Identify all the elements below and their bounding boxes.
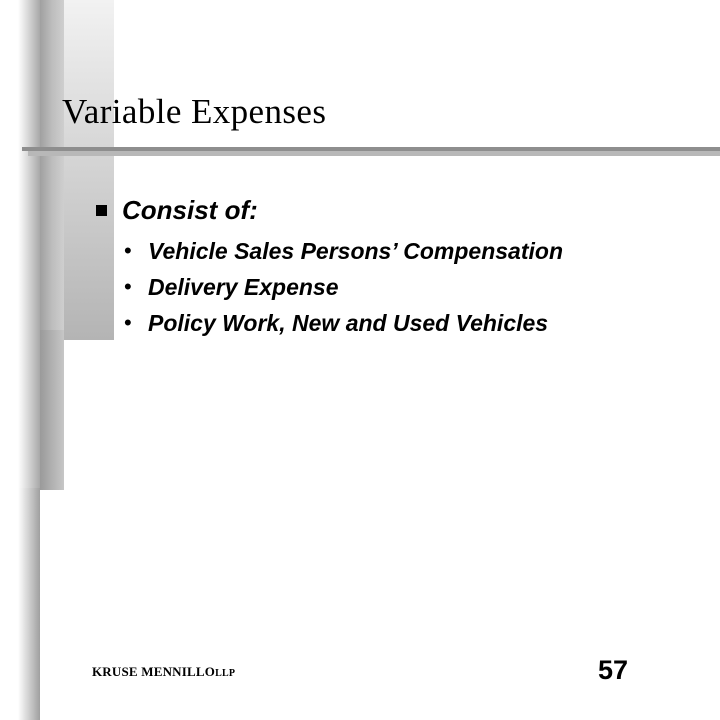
decorative-left-bar-outer-lower [18,488,40,720]
page-number: 57 [598,655,629,685]
bullet-level1 [96,196,696,226]
footer-firm-name [92,664,235,680]
list-item-label: Vehicle Sales Persons’ Compensation [148,237,563,264]
title-divider [22,147,720,157]
list-item-label: Policy Work, New and Used Vehicles [148,309,549,336]
slide-title: Variable Expenses [62,92,327,131]
dot-bullet-icon: • [124,273,132,299]
dot-bullet-icon: • [124,309,132,335]
bullet-level2-list [124,236,696,339]
decorative-left-bar-middle-lower [40,330,64,490]
slide-body [96,196,696,344]
list-item [124,308,696,339]
list-item [124,272,696,303]
list-item-label: Delivery Expense [148,273,339,300]
bullet-level1-label: Consist of: [122,195,258,225]
footer-firm-name-suffix: LLP [215,668,236,679]
list-item [124,236,696,267]
square-bullet-icon [96,196,122,216]
footer-firm-name-main: KRUSE MENNILLO [92,664,216,679]
title-divider-bottom [28,151,720,156]
dot-bullet-icon: • [124,237,132,263]
